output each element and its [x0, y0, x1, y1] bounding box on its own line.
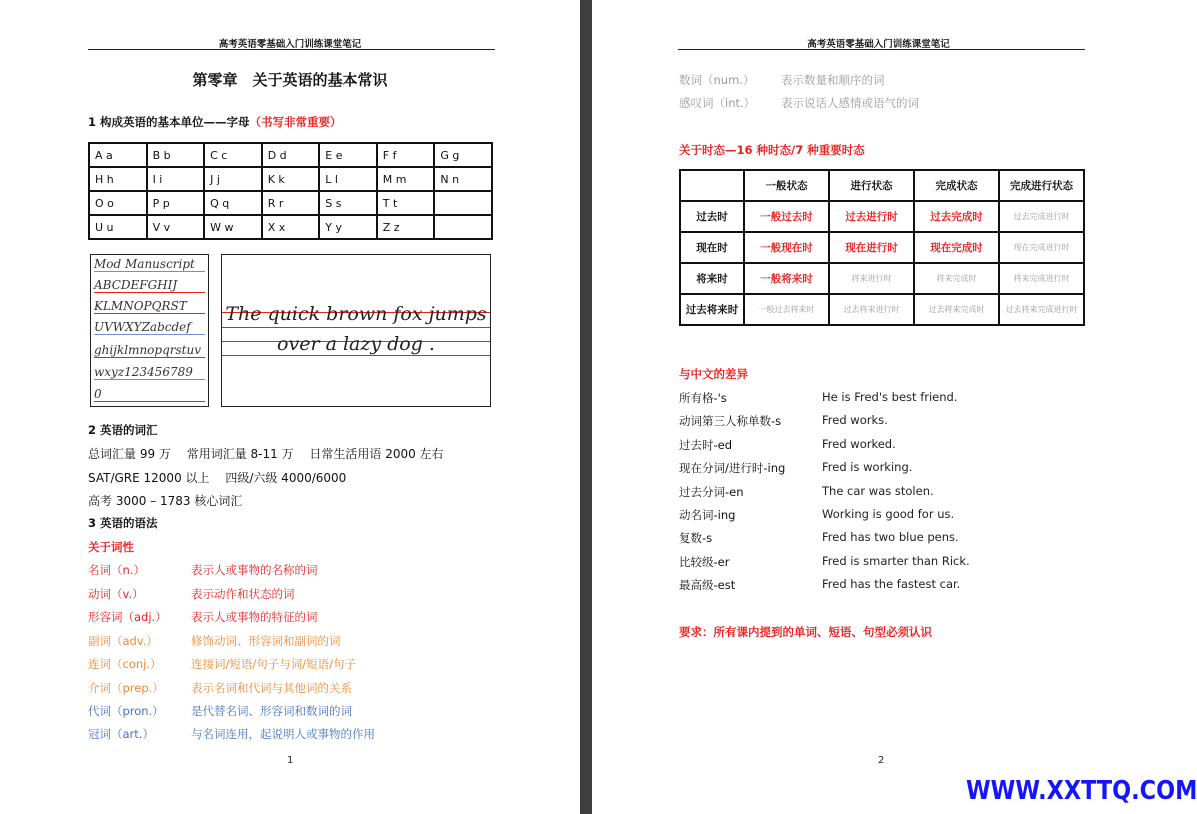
guide-line — [94, 271, 205, 272]
alphabet-cell: Z z — [377, 215, 435, 239]
alphabet-cell: C c — [204, 143, 262, 167]
pos-name: 感叹词（int.） — [679, 96, 756, 110]
section-1-heading — [88, 114, 342, 130]
diff-label: 现在分词/进行时-ing — [679, 461, 786, 475]
header-rule — [88, 49, 495, 50]
manuscript-text: KLMNOPQRST — [94, 299, 187, 313]
alphabet-cell: M m — [377, 167, 435, 191]
pos-desc: 连接词/短语/句子与词/短语/句子 — [191, 657, 356, 671]
alphabet-cell: U u — [89, 215, 147, 239]
guide-line — [94, 357, 205, 358]
diff-example: Fred has the fastest car. — [822, 577, 961, 591]
pos-name: 形容词（adj.） — [88, 610, 167, 624]
manuscript-text: ABCDEFGHIJ — [94, 278, 178, 292]
guide-line — [94, 401, 205, 402]
manuscript-line — [94, 299, 205, 314]
pos-desc: 表示人或事物的名称的词 — [191, 563, 318, 577]
manuscript-line — [94, 343, 205, 358]
tense-cell: 过去将来进行时 — [829, 294, 914, 325]
tense-header-cell: 进行状态 — [829, 170, 914, 201]
diff-title: 与中文的差异 — [679, 367, 748, 381]
alphabet-cell — [434, 215, 492, 239]
diff-example: Working is good for us. — [822, 507, 955, 521]
manuscript-line — [94, 365, 205, 380]
header-rule — [678, 49, 1085, 50]
tense-cell: 一般现在时 — [744, 232, 829, 263]
manuscript-line — [94, 320, 205, 335]
manuscript-text: 0 — [94, 387, 102, 401]
guide-line — [94, 379, 205, 380]
alphabet-cell: G g — [434, 143, 492, 167]
diff-example: Fred has two blue pens. — [822, 530, 959, 544]
tense-cell: 过去将来完成时 — [914, 294, 999, 325]
pos-name: 副词（adv.） — [88, 634, 158, 648]
tense-cell: 过去进行时 — [829, 201, 914, 232]
alphabet-cell: E e — [319, 143, 377, 167]
tense-header-cell: 一般状态 — [744, 170, 829, 201]
manuscript-text: UVWXYZabcdef — [94, 320, 191, 334]
tense-row-label: 过去将来时 — [680, 294, 744, 325]
pos-desc: 表示数量和顺序的词 — [781, 73, 885, 87]
diff-label: 比较级-er — [679, 555, 730, 569]
tense-row-label: 过去时 — [680, 201, 744, 232]
chapter-title: 第零章 关于英语的基本常识 — [192, 71, 388, 89]
tense-cell: 将来完成时 — [914, 263, 999, 294]
alphabet-cell: V v — [147, 215, 205, 239]
diff-label: 过去分词-en — [679, 485, 744, 499]
alphabet-cell: H h — [89, 167, 147, 191]
tense-cell: 过去将来完成进行时 — [999, 294, 1084, 325]
vocab-line: 高考 3000 – 1783 核心词汇 — [88, 494, 243, 508]
tense-cell: 现在完成时 — [914, 232, 999, 263]
tense-cell: 现在进行时 — [829, 232, 914, 263]
tense-table — [679, 169, 1085, 326]
tense-title: 关于时态—16 种时态/7 种重要时态 — [679, 143, 865, 157]
manuscript-sample-image — [90, 254, 209, 407]
demo-sentence-line-2: over a lazy dog . — [277, 333, 435, 355]
tense-cell: 一般过去将来时 — [744, 294, 829, 325]
diff-example: The car was stolen. — [822, 484, 934, 498]
page-1 — [0, 0, 580, 814]
manuscript-line — [94, 257, 205, 272]
alphabet-cell: J j — [204, 167, 262, 191]
diff-label: 最高级-est — [679, 578, 736, 592]
tense-cell: 一般将来时 — [744, 263, 829, 294]
tense-cell: 将来进行时 — [829, 263, 914, 294]
requirement-note: 要求：所有课内提到的单词、短语、句型必须认识 — [679, 625, 932, 639]
alphabet-cell: T t — [377, 191, 435, 215]
tense-row — [680, 294, 1084, 325]
section-2-title: 2 英语的词汇 — [88, 423, 158, 437]
pos-name: 名词（n.） — [88, 563, 145, 577]
tense-cell: 过去完成时 — [914, 201, 999, 232]
diff-label: 过去时-ed — [679, 438, 733, 452]
page-number: 1 — [287, 755, 294, 766]
alphabet-cell: N n — [434, 167, 492, 191]
pos-subtitle: 关于词性 — [88, 540, 134, 554]
alphabet-cell: D d — [262, 143, 320, 167]
diff-label: 动词第三人称单数-s — [679, 414, 782, 428]
guide-line — [94, 292, 205, 293]
pos-name: 代词（pron.） — [88, 704, 164, 718]
tense-header-row — [680, 170, 1084, 201]
page-number: 2 — [878, 755, 885, 766]
alphabet-cell: Q q — [204, 191, 262, 215]
alphabet-cell: A a — [89, 143, 147, 167]
pos-desc: 表示说话人感情或语气的词 — [781, 96, 919, 110]
alphabet-cell: O o — [89, 191, 147, 215]
diff-example: Fred worked. — [822, 437, 896, 451]
guide-line — [222, 355, 490, 356]
manuscript-text: wxyz123456789 — [94, 365, 193, 379]
vocab-line: 总词汇量 99 万 常用词汇量 8-11 万 日常生活用语 2000 左右 — [88, 447, 444, 461]
diff-example: Fred works. — [822, 413, 888, 427]
page-gutter — [580, 0, 592, 814]
page-header: 高考英语零基础入门训练课堂笔记 — [807, 39, 950, 50]
alphabet-cell: S s — [319, 191, 377, 215]
alphabet-row — [89, 143, 492, 167]
page-header: 高考英语零基础入门训练课堂笔记 — [218, 39, 362, 50]
tense-header-cell: 完成进行状态 — [999, 170, 1084, 201]
demo-sentence-line-1: The quick brown fox jumps — [225, 303, 487, 325]
alphabet-cell: I i — [147, 167, 205, 191]
alphabet-cell — [434, 191, 492, 215]
section-1-emphasis: （书写非常重要） — [249, 115, 342, 129]
alphabet-cell: R r — [262, 191, 320, 215]
guide-line — [222, 327, 490, 328]
alphabet-cell: K k — [262, 167, 320, 191]
alphabet-table — [88, 142, 493, 240]
tense-header-cell: 完成状态 — [914, 170, 999, 201]
alphabet-row — [89, 191, 492, 215]
alphabet-cell: L l — [319, 167, 377, 191]
pos-desc: 修饰动词、形容词和副词的词 — [191, 634, 341, 648]
tense-cell: 现在完成进行时 — [999, 232, 1084, 263]
manuscript-text: ghijklmnopqrstuv — [94, 343, 201, 357]
tense-row — [680, 263, 1084, 294]
pos-desc: 表示动作和状态的词 — [191, 587, 295, 601]
pos-name: 数词（num.） — [679, 73, 755, 87]
pos-desc: 表示人或事物的特征的词 — [191, 610, 318, 624]
alphabet-cell: B b — [147, 143, 205, 167]
guide-line — [94, 334, 205, 335]
alphabet-cell: X x — [262, 215, 320, 239]
site-watermark: WWW.XXTTQ.COM — [966, 776, 1197, 806]
vocab-line: SAT/GRE 12000 以上 四级/六级 4000/6000 — [88, 471, 347, 485]
tense-row-label: 将来时 — [680, 263, 744, 294]
tense-cell: 将来完成进行时 — [999, 263, 1084, 294]
alphabet-cell: W w — [204, 215, 262, 239]
tense-cell: 一般过去时 — [744, 201, 829, 232]
manuscript-line — [94, 278, 205, 293]
diff-label: 所有格-'s — [679, 391, 727, 405]
diff-example: Fred is working. — [822, 460, 913, 474]
alphabet-cell: Y y — [319, 215, 377, 239]
pos-desc: 与名词连用，起说明人或事物的作用 — [191, 727, 375, 741]
diff-example: He is Fred's best friend. — [822, 390, 958, 404]
diff-example: Fred is smarter than Rick. — [822, 554, 970, 568]
manuscript-text: Mod Manuscript — [94, 257, 195, 271]
tense-row — [680, 201, 1084, 232]
pos-name: 连词（conj.） — [88, 657, 162, 671]
section-1-title: 1 构成英语的基本单位——字母 — [88, 115, 250, 129]
alphabet-cell: P p — [147, 191, 205, 215]
pos-name: 冠词（art.） — [88, 727, 154, 741]
handwriting-demo-image — [221, 254, 491, 407]
guide-line — [94, 313, 205, 314]
tense-cell: 过去完成进行时 — [999, 201, 1084, 232]
pos-name: 介词（prep.） — [88, 681, 164, 695]
pos-name: 动词（v.） — [88, 587, 144, 601]
tense-row-label: 现在时 — [680, 232, 744, 263]
pos-desc: 表示名词和代词与其他词的关系 — [191, 681, 352, 695]
page-2 — [592, 0, 1197, 814]
manuscript-line — [94, 387, 205, 402]
tense-header-cell — [680, 170, 744, 201]
alphabet-cell: F f — [377, 143, 435, 167]
alphabet-row — [89, 215, 492, 239]
diff-label: 复数-s — [679, 531, 713, 545]
tense-row — [680, 232, 1084, 263]
alphabet-row — [89, 167, 492, 191]
diff-label: 动名词-ing — [679, 508, 736, 522]
pos-desc: 是代替名词、形容词和数词的词 — [191, 704, 352, 718]
section-3-title: 3 英语的语法 — [88, 516, 158, 530]
